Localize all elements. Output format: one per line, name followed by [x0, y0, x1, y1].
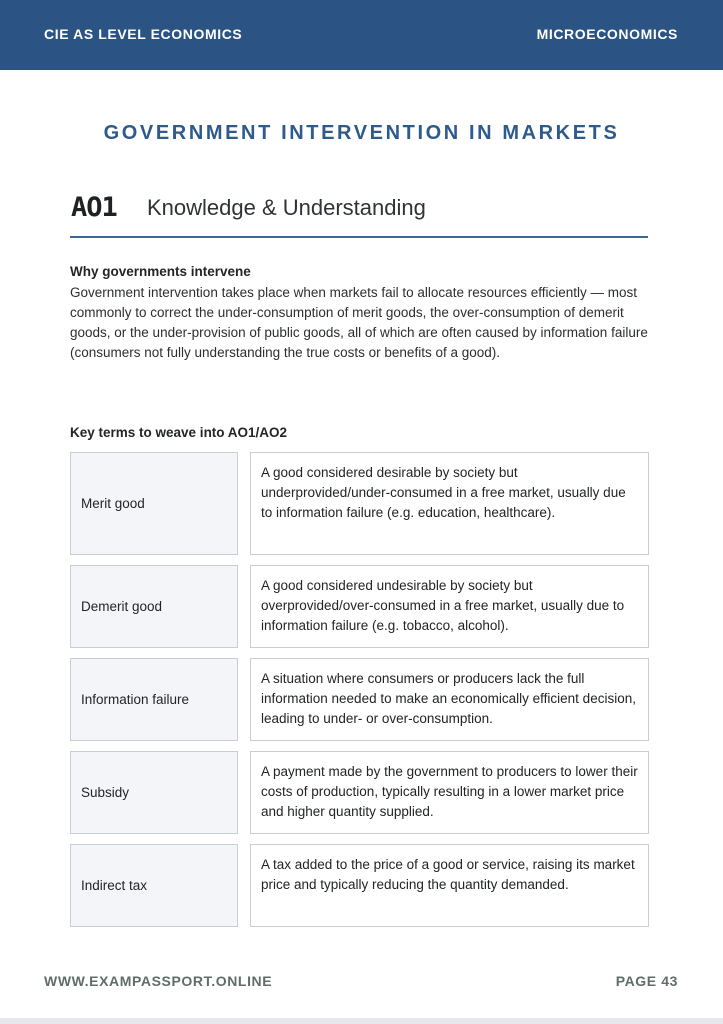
definition-cell: A payment made by the government to producers to lower their costs of production, typically resulting in a lower market price and higher quantity supplied.	[250, 751, 649, 834]
definition-cell: A tax added to the price of a good or service, raising its market price and typically reducing the quantity demanded.	[250, 844, 649, 927]
definition-cell: A situation where consumers or producers lack the full information needed to make an economically efficient decision, leading to under- or over-consumption.	[250, 658, 649, 741]
definition-cell: A good considered desirable by society but underprovided/under-consumed in a free market, usually due to information failure (e.g. education, healthcare).	[250, 452, 649, 555]
header-course-label: CIE AS LEVEL ECONOMICS	[44, 26, 243, 42]
key-terms-table	[70, 452, 649, 937]
section-name: Knowledge & Understanding	[147, 195, 426, 220]
section-heading	[70, 192, 648, 238]
table-row	[70, 844, 649, 927]
table-row	[70, 658, 649, 741]
footer-page-number: PAGE 43	[615, 973, 678, 989]
term-cell: Indirect tax	[70, 844, 238, 927]
page-title: GOVERNMENT INTERVENTION IN MARKETS	[103, 122, 620, 144]
section-code: AO1	[71, 192, 117, 223]
page-header	[0, 0, 723, 70]
footer-website: WWW.EXAMPASSPORT.ONLINE	[44, 973, 273, 989]
term-cell: Demerit good	[70, 565, 238, 648]
header-topic-label: MICROECONOMICS	[536, 26, 678, 42]
table-row	[70, 565, 649, 648]
definition-cell: A good considered undesirable by society but overprovided/over-consumed in a free market, usually due to information failure (e.g. tobacco, alcohol).	[250, 565, 649, 648]
table-row	[70, 751, 649, 834]
term-cell: Information failure	[70, 658, 238, 741]
table-row	[70, 452, 649, 555]
key-terms-heading: Key terms to weave into AO1/AO2	[70, 425, 288, 440]
why-heading: Why governments intervene	[70, 264, 251, 279]
term-cell: Merit good	[70, 452, 238, 555]
why-paragraph: Government intervention takes place when markets fail to allocate resources efficiently — most commonly to correct the under-consumption of merit goods, the over-consumption of demerit goods, or the under-provision of public goods, all of which are often caused by information failure (consumers not fully understanding the true costs or benefits of a good).	[70, 285, 648, 360]
term-cell: Subsidy	[70, 751, 238, 834]
bottom-divider	[0, 1018, 723, 1024]
